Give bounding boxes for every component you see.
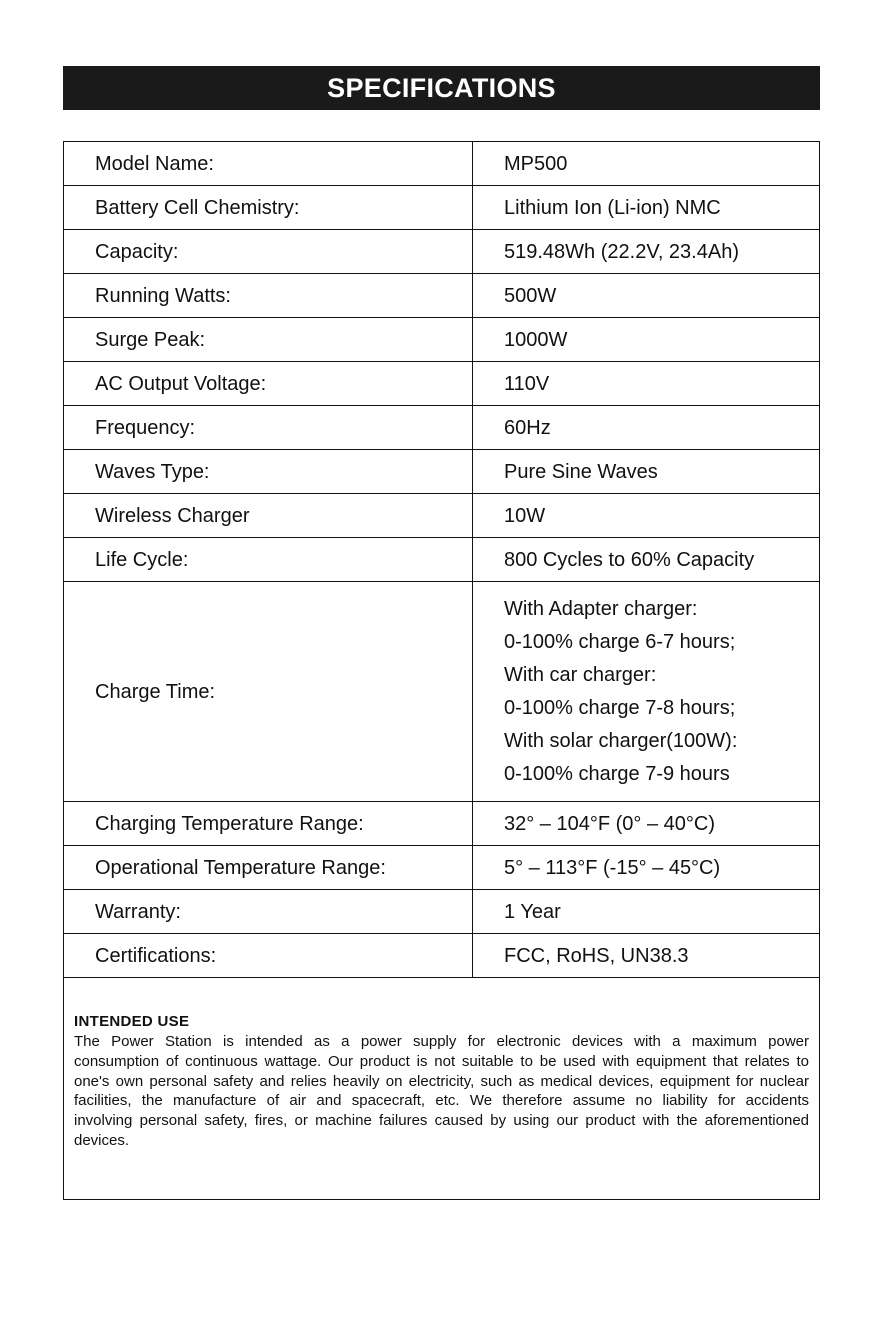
spec-label: Waves Type: xyxy=(64,450,473,494)
spec-value: 5° – 113°F (-15° – 45°C) xyxy=(473,846,821,890)
spec-value: MP500 xyxy=(473,142,821,186)
spec-row-model-name xyxy=(64,142,820,186)
spec-row-life-cycle xyxy=(64,538,820,582)
spec-value: 60Hz xyxy=(473,406,821,450)
specifications-table xyxy=(64,142,820,978)
spec-label: Surge Peak: xyxy=(64,318,473,362)
intended-use-body: The Power Station is intended as a power supply for electronic devices with a maximum power consumption of continuous wattage. Our product is not suitable to be used with equipment that relates to one's own personal safety and relies heavily on electricity, such as medical devices, equipment for nuclear facilities, the manufacture of air and spacecraft, etc. We therefore assume no liability for accidents involving personal safety, fires, or machine failures caused by using our product with the aforementioned devices. xyxy=(74,1033,809,1149)
spec-row-surge-peak xyxy=(64,318,820,362)
spec-value: FCC, RoHS, UN38.3 xyxy=(473,934,821,978)
spec-label: AC Output Voltage: xyxy=(64,362,473,406)
spec-row-ac-output-voltage xyxy=(64,362,820,406)
spec-value: 1000W xyxy=(473,318,821,362)
spec-row-certifications xyxy=(64,934,820,978)
charge-time-line: 0-100% charge 7-8 hours; xyxy=(504,697,736,719)
spec-label: Warranty: xyxy=(64,890,473,934)
spec-label: Battery Cell Chemistry: xyxy=(64,186,473,230)
spec-row-warranty xyxy=(64,890,820,934)
spec-label: Operational Temperature Range: xyxy=(64,846,473,890)
spec-value: 519.48Wh (22.2V, 23.4Ah) xyxy=(473,230,821,274)
spec-row-wireless-charger xyxy=(64,494,820,538)
spec-row-operational-temperature xyxy=(64,846,820,890)
spec-label: Certifications: xyxy=(64,934,473,978)
spec-row-waves-type xyxy=(64,450,820,494)
spec-label: Capacity: xyxy=(64,230,473,274)
page-title: SPECIFICATIONS xyxy=(327,72,556,103)
spec-value: 32° – 104°F (0° – 40°C) xyxy=(473,802,821,846)
spec-label: Running Watts: xyxy=(64,274,473,318)
spec-value: Pure Sine Waves xyxy=(473,450,821,494)
spec-row-charge-time xyxy=(64,582,820,802)
spec-label: Charging Temperature Range: xyxy=(64,802,473,846)
spec-row-capacity xyxy=(64,230,820,274)
charge-time-line: 0-100% charge 6-7 hours; xyxy=(504,631,736,653)
specifications-box xyxy=(63,141,820,1200)
spec-row-frequency xyxy=(64,406,820,450)
title-bar xyxy=(63,66,820,110)
charge-time-line: With car charger: xyxy=(504,664,657,686)
charge-time-line: With Adapter charger: xyxy=(504,598,698,620)
spec-value: 500W xyxy=(473,274,821,318)
spec-value: 10W xyxy=(473,494,821,538)
spec-value: Lithium Ion (Li-ion) NMC xyxy=(473,186,821,230)
charge-time-line: With solar charger(100W): xyxy=(504,730,738,752)
spec-row-running-watts xyxy=(64,274,820,318)
spec-row-battery-chemistry xyxy=(64,186,820,230)
spec-value: 1 Year xyxy=(473,890,821,934)
spec-label: Charge Time: xyxy=(64,582,473,802)
spec-row-charging-temperature xyxy=(64,802,820,846)
spec-label: Life Cycle: xyxy=(64,538,473,582)
spec-value: 110V xyxy=(473,362,821,406)
charge-time-line: 0-100% charge 7-9 hours xyxy=(504,763,730,785)
spec-value: 800 Cycles to 60% Capacity xyxy=(473,538,821,582)
intended-use-heading: INTENDED USE xyxy=(74,1013,190,1030)
intended-use-section xyxy=(74,1012,809,1151)
spec-value-multiline xyxy=(473,582,821,802)
spec-label: Model Name: xyxy=(64,142,473,186)
spec-label: Wireless Charger xyxy=(64,494,473,538)
spec-label: Frequency: xyxy=(64,406,473,450)
